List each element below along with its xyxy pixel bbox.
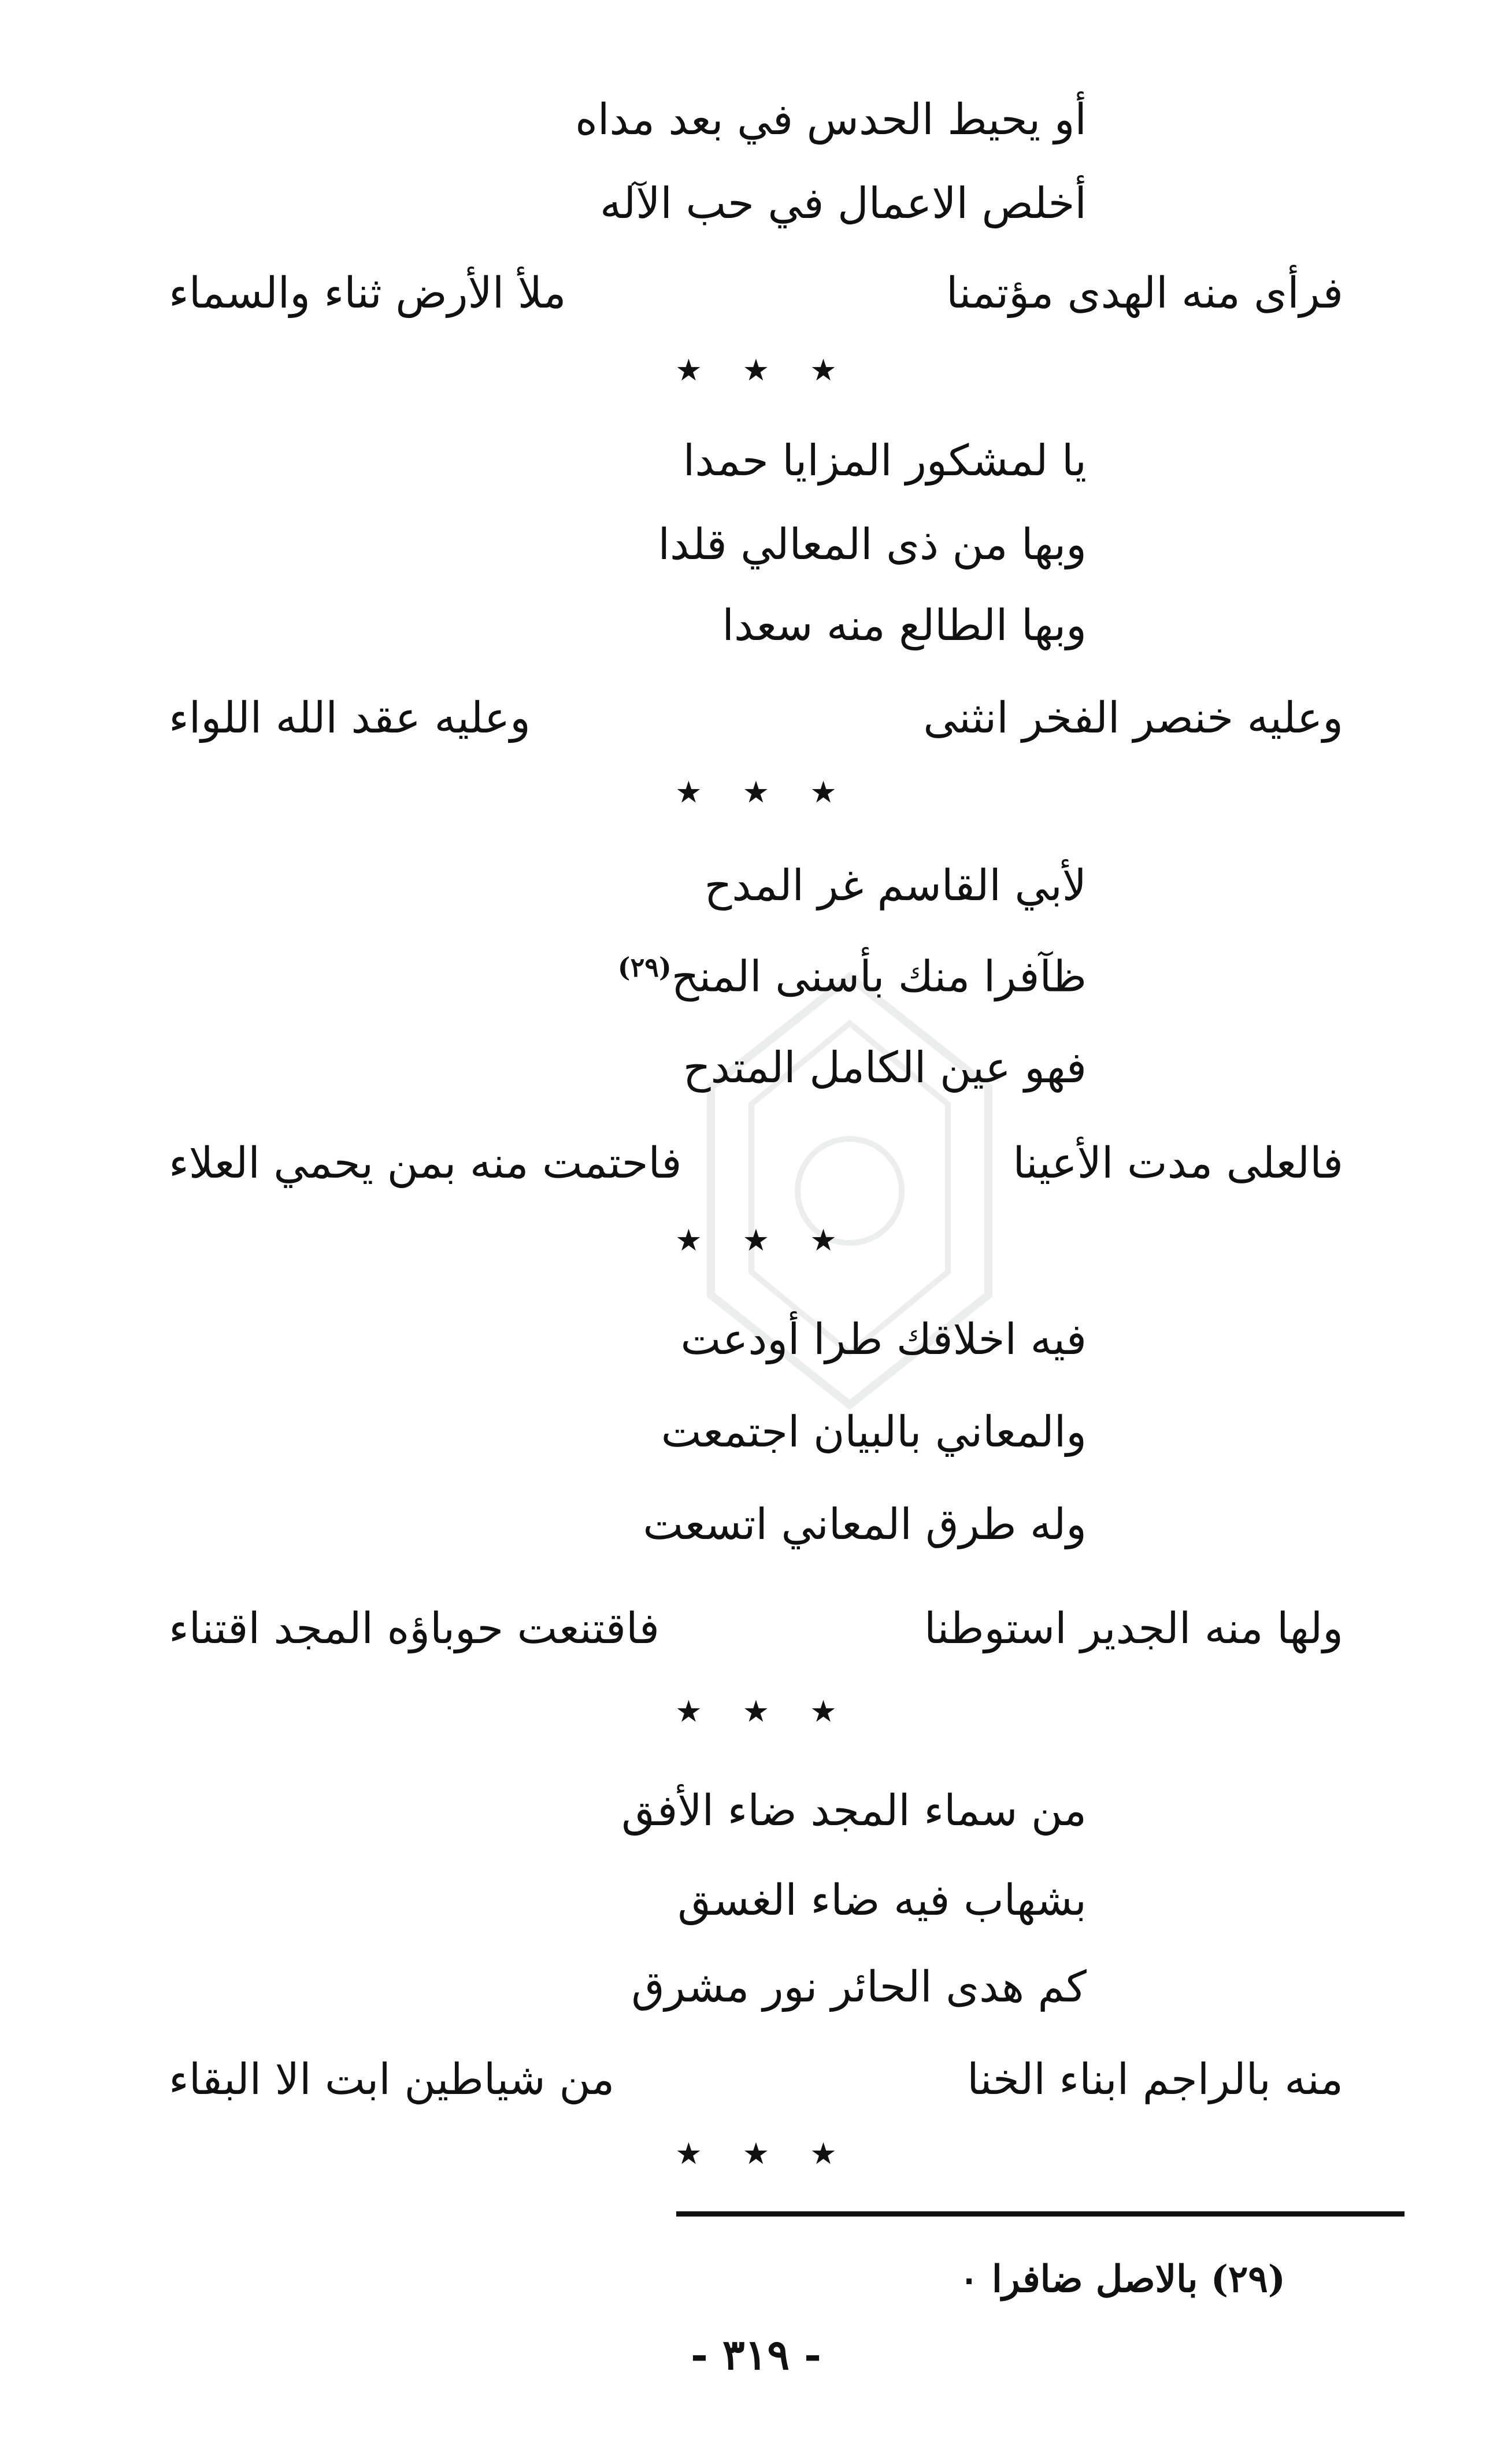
verse-hemistich-right: فرأى منه الهدى مؤتمنا: [946, 268, 1343, 318]
verse-line: فهو عين الكامل المتدح: [683, 1043, 1087, 1093]
verse-line: من سماء المجد ضاء الأفق: [621, 1786, 1087, 1836]
verse-line: أخلص الاعمال في حب الآله: [599, 179, 1087, 228]
verse-couplet: [169, 693, 1343, 743]
verse-line: كم هدى الحائر نور مشرق: [631, 1962, 1087, 2012]
verse-hemistich-left: وعليه عقد الله اللواء: [169, 693, 531, 743]
verse-hemistich-right: وعليه خنصر الفخر انثنى: [923, 693, 1343, 743]
verse-couplet: [169, 268, 1343, 318]
verse-line: وبها من ذى المعالي قلدا: [658, 520, 1087, 569]
verse-couplet: [169, 2055, 1343, 2104]
footnote-divider: [676, 2211, 1404, 2217]
stanza-separator: ★★★: [675, 2137, 877, 2171]
verse-hemistich-left: فاقتنعت حوباؤه المجد اقتناء: [169, 1604, 659, 1653]
footnote: (٢٩) بالاصل ضافرا ٠: [959, 2258, 1285, 2301]
verse-line: [617, 952, 1087, 1002]
verse-hemistich-right: منه بالراجم ابناء الخنا: [967, 2055, 1343, 2104]
stanza-separator: ★★★: [675, 353, 877, 388]
verse-line: وله طرق المعاني اتسعت: [643, 1500, 1087, 1549]
page-number: - ٣١٩ -: [691, 2330, 821, 2379]
footnote-reference: (٢٩): [617, 952, 672, 983]
stanza-separator: ★★★: [675, 1694, 877, 1729]
stanza-separator: ★★★: [675, 1223, 877, 1258]
verse-hemistich-left: من شياطين ابت الا البقاء: [169, 2055, 615, 2104]
verse-line: أو يحيط الحدس في بعد مداه: [575, 95, 1087, 145]
verse-hemistich-left: فاحتمت منه بمن يحمي العلاء: [169, 1138, 682, 1188]
verse-hemistich-right: ولها منه الجدير استوطنا: [924, 1604, 1343, 1653]
verse-line: فيه اخلاقك طرا أودعت: [680, 1315, 1087, 1364]
verse-couplet: [169, 1138, 1343, 1188]
verse-hemistich-left: ملأ الأرض ثناء والسماء: [169, 268, 566, 318]
verse-line: لأبي القاسم غر المدح: [704, 861, 1087, 911]
stanza-separator: ★★★: [675, 775, 877, 810]
verse-couplet: [169, 1604, 1343, 1653]
verse-line: والمعاني بالبيان اجتمعت: [661, 1407, 1087, 1457]
verse-line: بشهاب فيه ضاء الغسق: [677, 1875, 1087, 1925]
verse-hemistich-right: فالعلى مدت الأعينا: [1013, 1138, 1343, 1188]
verse-line: وبها الطالع منه سعدا: [722, 601, 1087, 650]
verse-line: يا لمشكور المزايا حمدا: [683, 436, 1087, 486]
verse-text: ظآفرا منك بأسنى المنح: [671, 952, 1087, 1002]
